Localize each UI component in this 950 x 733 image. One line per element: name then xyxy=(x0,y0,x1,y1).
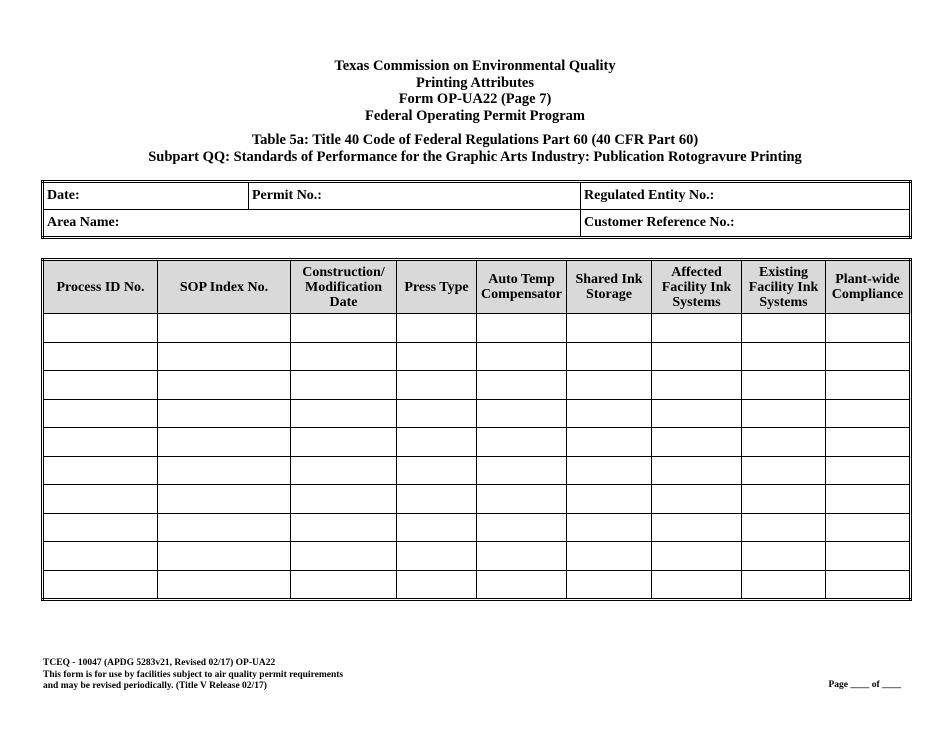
customer-reference-field[interactable]: Customer Reference No.: xyxy=(581,210,911,238)
table-cell[interactable] xyxy=(567,314,652,343)
table-row xyxy=(43,342,911,371)
table-cell[interactable] xyxy=(567,371,652,400)
table-cell[interactable] xyxy=(742,485,826,514)
column-header-press-type: Press Type xyxy=(397,260,477,314)
table-body xyxy=(43,314,911,600)
table-cell[interactable] xyxy=(158,428,291,457)
table-cell[interactable] xyxy=(826,542,911,571)
table-cell[interactable] xyxy=(567,342,652,371)
table-cell[interactable] xyxy=(826,314,911,343)
table-cell[interactable] xyxy=(397,456,477,485)
table-row xyxy=(43,314,911,343)
table-cell[interactable] xyxy=(43,314,158,343)
subpart-title: Subpart QQ: Standards of Performance for the Graphic Arts Industry: Publication Rotogravure Printing xyxy=(148,148,802,165)
table-cell[interactable] xyxy=(43,342,158,371)
page-number: Page ____ of ____ xyxy=(828,680,901,690)
form-usage-line: This form is for use by facilities subject to air quality permit requirements xyxy=(43,669,344,680)
table-cell[interactable] xyxy=(742,399,826,428)
form-footer xyxy=(43,658,343,693)
table-cell[interactable] xyxy=(826,456,911,485)
table-cell[interactable] xyxy=(652,371,742,400)
table-cell[interactable] xyxy=(477,570,567,600)
table-cell[interactable] xyxy=(826,342,911,371)
column-header-existing-facility: Existing Facility Ink Systems xyxy=(742,260,826,314)
table-cell[interactable] xyxy=(158,456,291,485)
table-cell[interactable] xyxy=(652,314,742,343)
table-cell[interactable] xyxy=(826,485,911,514)
table-cell[interactable] xyxy=(291,485,397,514)
table-cell[interactable] xyxy=(158,399,291,428)
table-row xyxy=(43,513,911,542)
table-cell[interactable] xyxy=(567,456,652,485)
table-cell[interactable] xyxy=(652,513,742,542)
form-id-line: TCEQ - 10047 (APDG 5283v21, Revised 02/17) OP-UA22 xyxy=(43,658,276,668)
table-cell[interactable] xyxy=(652,542,742,571)
table-cell[interactable] xyxy=(397,513,477,542)
table-cell[interactable] xyxy=(826,399,911,428)
date-field[interactable]: Date: xyxy=(43,182,249,210)
permit-number-field[interactable]: Permit No.: xyxy=(249,182,581,210)
table-cell[interactable] xyxy=(742,428,826,457)
table-cell[interactable] xyxy=(43,371,158,400)
table-cell[interactable] xyxy=(291,428,397,457)
table-cell[interactable] xyxy=(158,513,291,542)
table-cell[interactable] xyxy=(291,570,397,600)
table-cell[interactable] xyxy=(477,542,567,571)
table-cell[interactable] xyxy=(826,371,911,400)
table-cell[interactable] xyxy=(43,456,158,485)
column-header-affected-facility: Affected Facility Ink Systems xyxy=(652,260,742,314)
table-cell[interactable] xyxy=(43,570,158,600)
table-row xyxy=(43,399,911,428)
table-cell[interactable] xyxy=(567,570,652,600)
table-cell[interactable] xyxy=(477,513,567,542)
table-cell[interactable] xyxy=(477,342,567,371)
table-cell[interactable] xyxy=(397,399,477,428)
table-cell[interactable] xyxy=(742,570,826,600)
table-row xyxy=(43,428,911,457)
table-cell[interactable] xyxy=(742,513,826,542)
table-cell[interactable] xyxy=(397,314,477,343)
table-cell[interactable] xyxy=(158,314,291,343)
column-header-process-id: Process ID No. xyxy=(43,260,158,314)
table-cell[interactable] xyxy=(43,399,158,428)
area-name-field[interactable]: Area Name: xyxy=(43,210,581,238)
table-cell[interactable] xyxy=(826,513,911,542)
table-cell[interactable] xyxy=(742,371,826,400)
table-cell[interactable] xyxy=(43,513,158,542)
table-cell[interactable] xyxy=(291,399,397,428)
table-cell[interactable] xyxy=(567,513,652,542)
form-header xyxy=(0,58,950,165)
table-row xyxy=(43,542,911,571)
table-cell[interactable] xyxy=(397,342,477,371)
table-cell[interactable] xyxy=(742,342,826,371)
table-cell[interactable] xyxy=(477,314,567,343)
table-row xyxy=(43,456,911,485)
table-cell[interactable] xyxy=(291,456,397,485)
table-cell[interactable] xyxy=(158,542,291,571)
column-header-sop-index: SOP Index No. xyxy=(158,260,291,314)
table-cell[interactable] xyxy=(158,371,291,400)
table-cell[interactable] xyxy=(567,428,652,457)
header-row xyxy=(43,260,911,314)
regulated-entity-field[interactable]: Regulated Entity No.: xyxy=(581,182,911,210)
table-cell[interactable] xyxy=(158,485,291,514)
process-table xyxy=(41,258,912,601)
table-cell[interactable] xyxy=(158,342,291,371)
table-cell[interactable] xyxy=(158,570,291,600)
table-cell[interactable] xyxy=(397,485,477,514)
table-cell[interactable] xyxy=(567,485,652,514)
table-cell[interactable] xyxy=(652,399,742,428)
table-cell[interactable] xyxy=(43,428,158,457)
column-header-auto-temp: Auto Temp Compensator xyxy=(477,260,567,314)
column-header-construction-date: Construction/ Modification Date xyxy=(291,260,397,314)
table-cell[interactable] xyxy=(43,485,158,514)
table-cell[interactable] xyxy=(477,428,567,457)
table-cell[interactable] xyxy=(826,428,911,457)
table-cell[interactable] xyxy=(291,542,397,571)
table-cell[interactable] xyxy=(477,485,567,514)
table-cell[interactable] xyxy=(652,570,742,600)
table-cell[interactable] xyxy=(291,513,397,542)
agency-name: Texas Commission on Environmental Quality xyxy=(334,58,616,74)
program-name: Federal Operating Permit Program xyxy=(365,107,585,124)
table-cell[interactable] xyxy=(742,314,826,343)
table-cell[interactable] xyxy=(397,542,477,571)
form-number: Form OP-UA22 (Page 7) xyxy=(398,91,552,107)
column-header-shared-ink: Shared Ink Storage xyxy=(567,260,652,314)
table-cell[interactable] xyxy=(742,542,826,571)
table-cell[interactable] xyxy=(477,399,567,428)
info-table xyxy=(41,180,912,239)
table-row xyxy=(43,485,911,514)
table-cell[interactable] xyxy=(291,342,397,371)
table-cell[interactable] xyxy=(291,314,397,343)
table-cell[interactable] xyxy=(652,456,742,485)
form-revision-line: and may be revised periodically. (Title V Release 02/17) xyxy=(43,681,267,691)
table-cell[interactable] xyxy=(397,428,477,457)
table-cell[interactable] xyxy=(291,371,397,400)
table-row xyxy=(43,371,911,400)
table-cell[interactable] xyxy=(397,570,477,600)
table-cell[interactable] xyxy=(477,371,567,400)
table-title: Table 5a: Title 40 Code of Federal Regulations Part 60 (40 CFR Part 60) xyxy=(251,132,699,148)
table-cell[interactable] xyxy=(567,542,652,571)
table-cell[interactable] xyxy=(652,342,742,371)
table-cell[interactable] xyxy=(567,399,652,428)
table-cell[interactable] xyxy=(742,456,826,485)
table-cell[interactable] xyxy=(397,371,477,400)
column-header-plant-wide: Plant-wide Compliance xyxy=(826,260,911,314)
table-cell[interactable] xyxy=(826,570,911,600)
table-cell[interactable] xyxy=(477,456,567,485)
table-cell[interactable] xyxy=(43,542,158,571)
table-cell[interactable] xyxy=(652,485,742,514)
table-row xyxy=(43,570,911,600)
form-category: Printing Attributes xyxy=(415,74,534,91)
table-cell[interactable] xyxy=(652,428,742,457)
